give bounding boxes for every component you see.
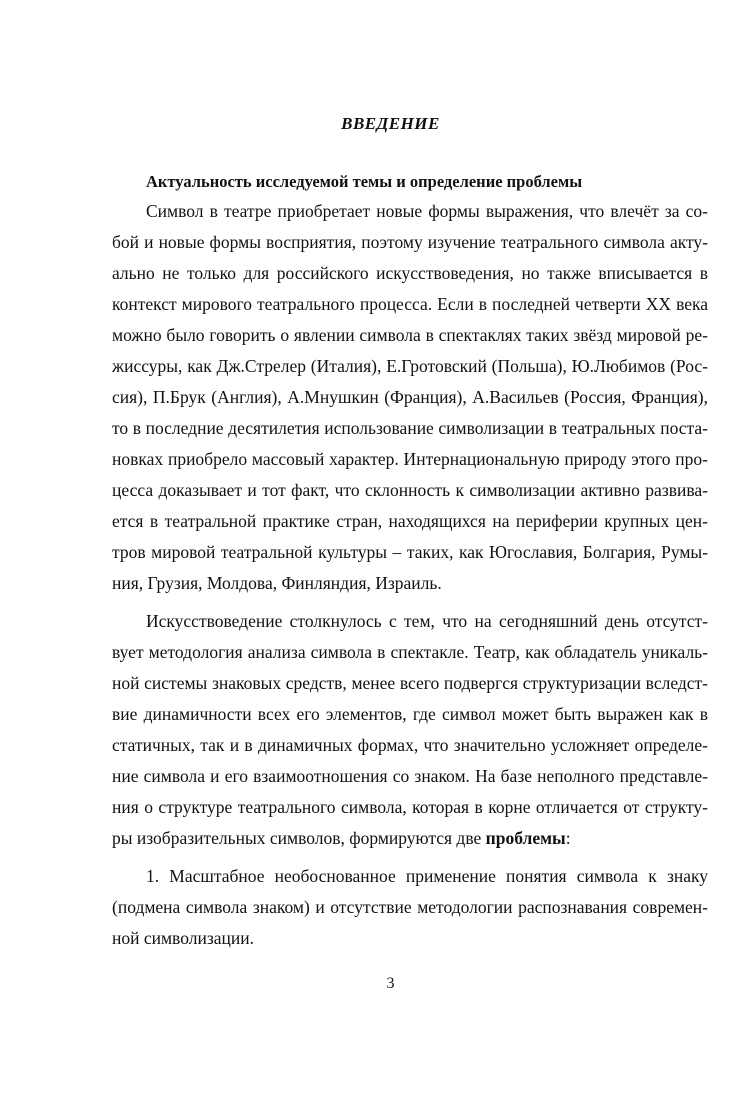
text-line: вие динамичности всех его элементов, где символ может быть выражен как в xyxy=(112,704,708,724)
text-line: можно было говорить о явлении символа в спектаклях таких звёзд мировой ре- xyxy=(112,325,708,345)
text-span: ры изобразительных символов, формируются две xyxy=(112,828,486,848)
text-line: цесса доказывает и тот факт, что склонность к символизации активно развива- xyxy=(112,480,708,500)
text-line: ной символизации. xyxy=(112,928,254,948)
text-line: 1. Масштабное необоснованное применение понятия символа к знаку xyxy=(146,866,708,886)
text-line xyxy=(112,828,708,848)
text-line: Символ в театре приобретает новые формы выражения, что влечёт за со- xyxy=(146,201,708,221)
text-line: тров мировой театральной культуры – таких, как Югославия, Болгария, Румы- xyxy=(112,542,708,562)
text-line: ной системы знаковых средств, менее всего подвергся структуризации вследст- xyxy=(112,673,708,693)
text-line: ние символа и его взаимоотношения со знаком. На базе неполного представле- xyxy=(112,766,708,786)
page-number: 3 xyxy=(386,975,395,992)
text-line: сия), П.Брук (Англия), А.Мнушкин (Франция), А.Васильев (Россия, Франция), xyxy=(112,387,708,407)
text-line: Искусствоведение столкнулось с тем, что на сегодняшний день отсутст- xyxy=(146,611,708,631)
text-line: ния, Грузия, Молдова, Финляндия, Израиль. xyxy=(112,573,442,593)
text-line: то в последние десятилетия использование символизации в театральных поста- xyxy=(112,418,708,438)
text-span: : xyxy=(565,828,571,848)
text-line: новках приобрело массовый характер. Интернациональную природу этого про- xyxy=(112,449,708,469)
text-line: вует методология анализа символа в спектакле. Театр, как обладатель уникаль- xyxy=(112,642,708,662)
bold-term-problems: проблемы xyxy=(485,828,566,848)
text-line: бой и новые формы восприятия, поэтому изучение театрального символа акту- xyxy=(112,232,708,252)
text-line: ния о структуре театрального символа, которая в корне отличается от структу- xyxy=(112,797,708,817)
section-heading: Актуальность исследуемой темы и определение проблемы xyxy=(146,172,583,191)
text-line: жиссуры, как Дж.Стрелер (Италия), Е.Гротовский (Польша), Ю.Любимов (Рос- xyxy=(112,356,708,376)
text-line: (подмена символа знаком) и отсутствие методологии распознавания современ- xyxy=(112,897,708,917)
text-line: ально не только для российского искусствоведения, но также вписывается в xyxy=(112,263,708,283)
text-line: статичных, так и в динамичных формах, что значительно усложняет определе- xyxy=(112,735,708,755)
text-line: ется в театральной практике стран, находящихся на периферии крупных цен- xyxy=(112,511,708,531)
text-line: контекст мирового театрального процесса. Если в последней четверти XX века xyxy=(112,294,708,314)
page-title: ВВЕДЕНИЕ xyxy=(341,114,440,133)
